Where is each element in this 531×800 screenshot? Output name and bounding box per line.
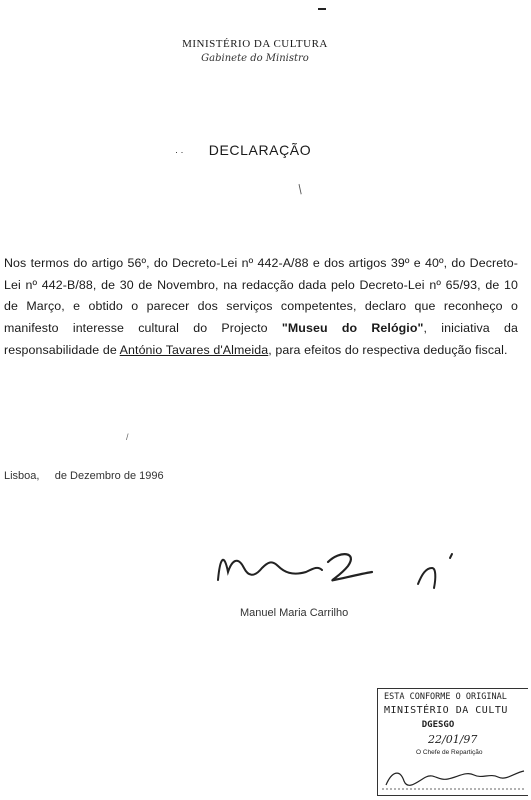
place-and-date bbox=[4, 470, 264, 482]
responsible-person: António Tavares d'Almeida bbox=[119, 342, 269, 357]
stray-tick: / bbox=[126, 432, 129, 442]
certification-stamp bbox=[377, 688, 528, 796]
stamp-line-2: MINISTÉRIO DA CULTU bbox=[384, 705, 508, 716]
scan-mark bbox=[318, 8, 326, 10]
stamp-line-1: ESTA CONFORME O ORIGINAL bbox=[384, 692, 507, 702]
stamp-date: 22/01/97 bbox=[428, 733, 478, 746]
stray-mark: / bbox=[294, 181, 306, 197]
body-text-part-1: Nos termos do artigo 56º, do Decreto-Lei nº 442-A/88 e dos artigos 39º e 40º, do Decreto-Lei nº 442-B/88, de 30 de Novembro, na redacção dada pelo Decreto-Lei nº 65/93, de 10 de Março, e obtido o parecer dos serviços competentes, declaro que reconheço o manifesto interesse cultural do Projecto bbox=[4, 256, 518, 336]
stamp-line-4: O Chefe de Repartição bbox=[416, 749, 483, 756]
stamp-signature bbox=[378, 751, 528, 795]
body-text-part-3: , para efeitos do respectiva dedução fiscal. bbox=[268, 342, 508, 357]
body-text-part-2: , iniciativa da responsabilidade de bbox=[4, 321, 518, 357]
document-title: DECLARAÇÃO bbox=[208, 142, 312, 158]
stray-dots: · · bbox=[175, 147, 184, 157]
project-name: "Museu do Relógio" bbox=[281, 321, 424, 336]
place: Lisboa, bbox=[4, 470, 40, 482]
signatory-name: Manuel Maria Carrilho bbox=[240, 607, 349, 619]
declaration-body bbox=[4, 253, 518, 362]
handwritten-signature bbox=[210, 538, 470, 598]
cabinet-subheading: Gabinete do Ministro bbox=[201, 53, 309, 64]
ministry-heading: MINISTÉRIO DA CULTURA bbox=[182, 38, 328, 50]
stamp-line-3: DGESGO bbox=[421, 720, 455, 730]
date: de Dezembro de 1996 bbox=[54, 470, 164, 482]
